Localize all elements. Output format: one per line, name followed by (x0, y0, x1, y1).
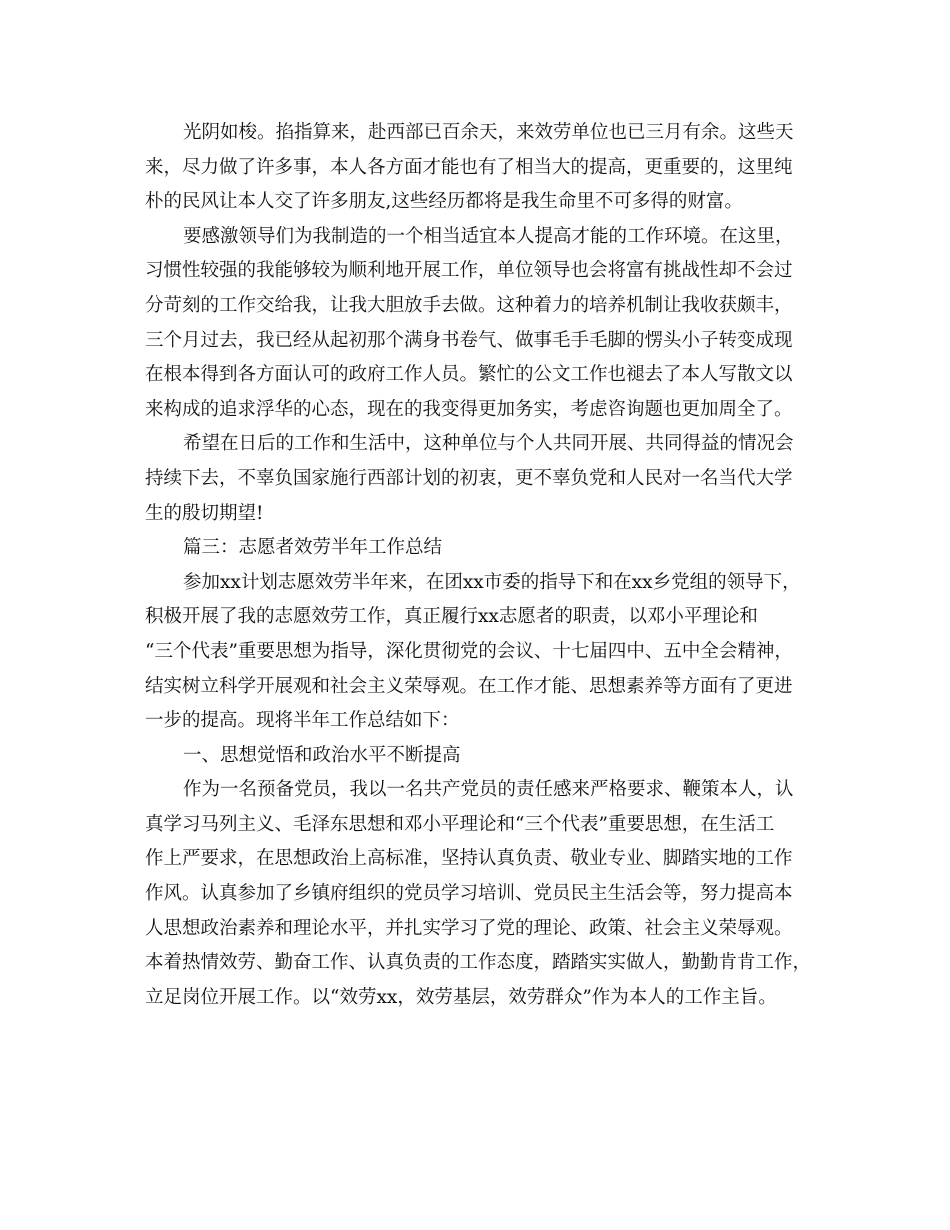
text-line: 参加xx计划志愿效劳半年来，在团xx市委的指导下和在xx乡党组的领导下， (183, 571, 801, 593)
text-line: “三个代表”重要思想为指导，深化贯彻党的会议、十七届四中、五中全会精神， (145, 640, 793, 662)
text-line: 结实树立科学开展观和社会主义荣辱观。在工作才能、思想素养等方面有了更进 (145, 675, 793, 697)
text-line: 真学习马列主义、毛泽东思想和邓小平理论和“三个代表”重要思想，在生活工 (145, 813, 775, 835)
text-line: 立足岗位开展工作。以“效劳xx，效劳基层，效劳群众”作为本人的工作主旨。 (145, 986, 777, 1008)
text-line: 作上严要求，在思想政治上高标准，坚持认真负责、敬业专业、脚踏实地的工作 (145, 848, 793, 870)
text-line: 生的殷切期望! (145, 502, 264, 524)
text-line: 光阴如梭。掐指算来，赴西部已百余天，来效劳单位也已三月有余。这些天 (183, 122, 794, 143)
text-line: 来构成的追求浮华的心态，现在的我变得更加务实，考虑咨询题也更加周全了。 (145, 398, 793, 420)
text-line: 在根本得到各方面认可的政府工作人员。繁忙的公文工作也褪去了本人写散文以 (145, 364, 793, 386)
text-line: 作风。认真参加了乡镇府组织的党员学习培训、党员民主生活会等，努力提高本 (145, 883, 793, 905)
text-line: 习惯性较强的我能够较为顺利地开展工作，单位领导也会将富有挑战性却不会过 (145, 260, 793, 282)
text-line: 来，尽力做了许多事，本人各方面才能也有了相当大的提高，更重要的，这里纯 (145, 156, 793, 178)
document-body (145, 116, 815, 1015)
text-line: 人思想政治素养和理论水平，并扎实学习了党的理论、政策、社会主义荣辱观。 (145, 917, 793, 939)
subsection-heading: 一、思想觉悟和政治水平不断提高 (183, 744, 461, 766)
text-line: 本着热情效劳、勤奋工作、认真负责的工作态度，踏踏实实做人，勤勤肯肯工作， (145, 952, 812, 974)
text-line: 分苛刻的工作交给我，让我大胆放手去做。这种着力的培养机制让我收获颇丰， (145, 294, 793, 316)
text-line: 朴的民风让本人交了许多朋友,这些经历都将是我生命里不可多得的财富。 (145, 191, 743, 213)
text-line: 一步的提高。现将半年工作总结如下： (145, 710, 460, 732)
text-line: 希望在日后的工作和生活中，这种单位与个人共同开展、共同得益的情况会 (183, 433, 794, 455)
text-line: 要感激领导们为我制造的一个相当适宜本人提高才能的工作环境。在这里， (183, 225, 794, 247)
text-line: 作为一名预备党员，我以一名共产党员的责任感来严格要求、鞭策本人，认 (183, 779, 794, 801)
text-line: 积极开展了我的志愿效劳工作，真正履行xx志愿者的职责，以邓小平理论和 (145, 606, 758, 628)
text-line: 持续下去，不辜负国家施行西部计划的初衷，更不辜负党和人民对一名当代大学 (145, 467, 793, 489)
text-line: 三个月过去，我已经从起初那个满身书卷气、做事毛手毛脚的愣头小子转变成现 (145, 329, 793, 351)
section-heading: 篇三：志愿者效劳半年工作总结 (183, 537, 443, 559)
